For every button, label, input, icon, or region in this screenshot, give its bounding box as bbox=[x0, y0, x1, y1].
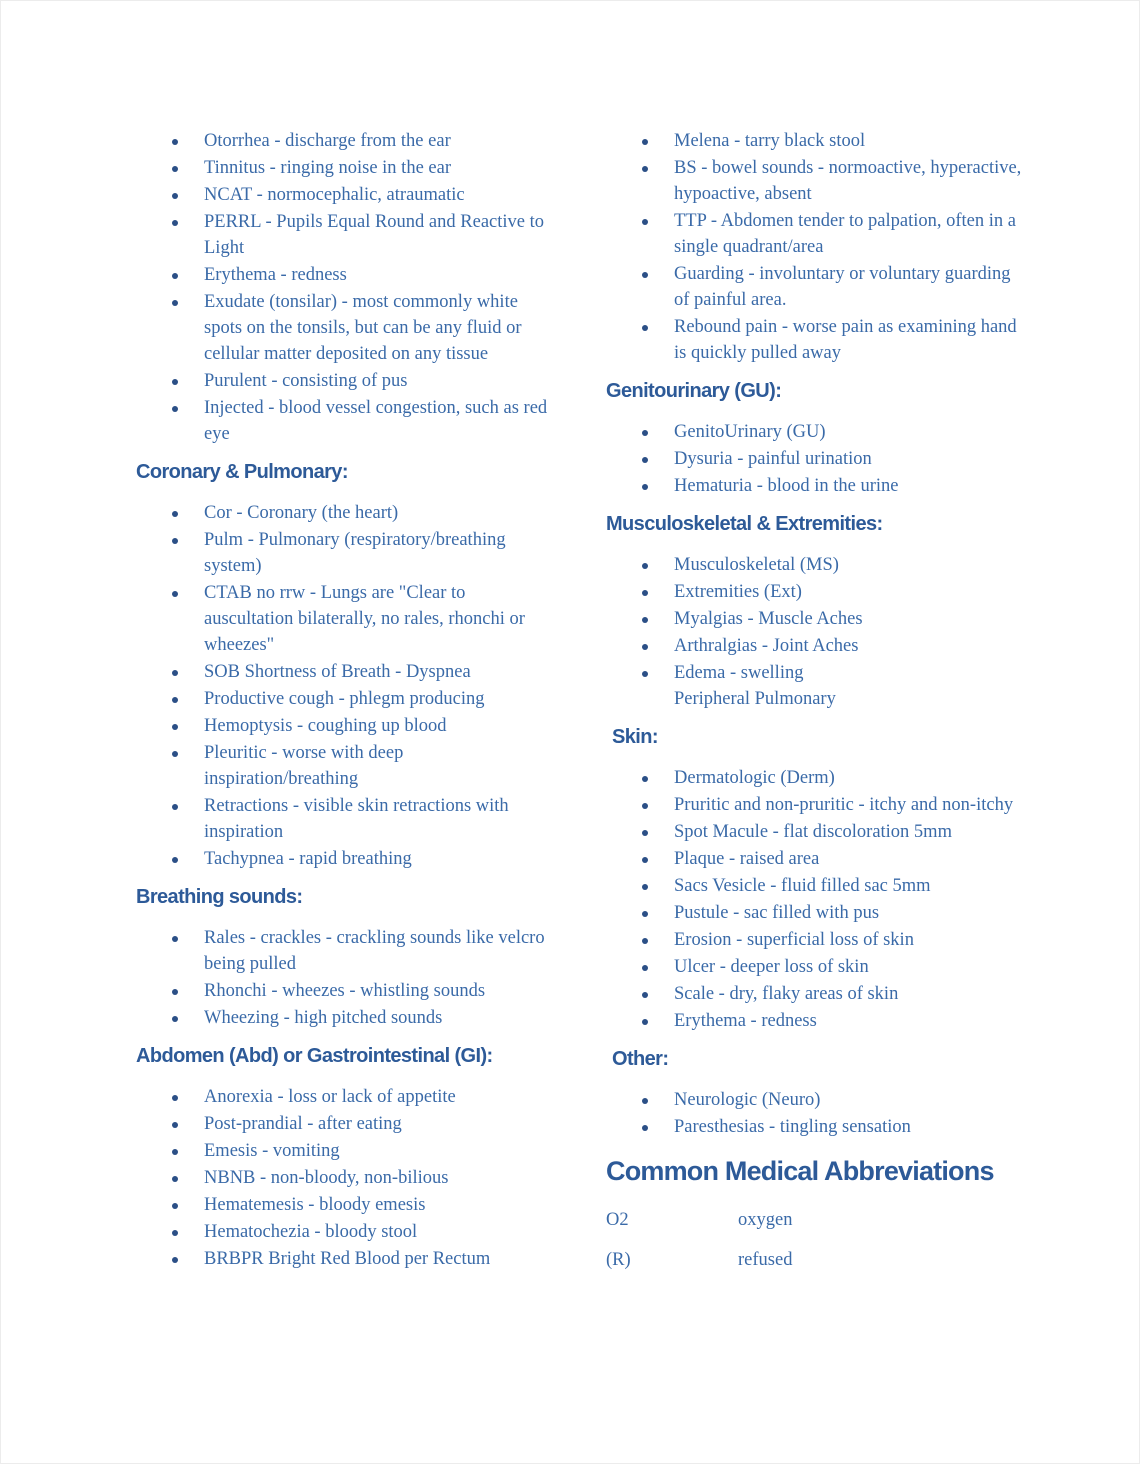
bullet-icon bbox=[172, 139, 178, 145]
list-item-text: Cor - Coronary (the heart) bbox=[204, 503, 399, 523]
list-item bbox=[136, 1246, 556, 1272]
gu-list bbox=[606, 419, 1026, 499]
list-item-text: Injected - blood vessel congestion, such as red eye bbox=[204, 398, 548, 444]
list-item bbox=[136, 580, 556, 658]
list-item bbox=[136, 1005, 556, 1031]
bullet-icon bbox=[642, 1125, 648, 1131]
list-item bbox=[606, 1114, 1026, 1140]
bullet-icon bbox=[642, 563, 648, 569]
msk-follow-text: Peripheral Pulmonary bbox=[674, 689, 836, 709]
skin-list bbox=[606, 765, 1026, 1034]
list-item-text: Hemoptysis - coughing up blood bbox=[204, 716, 447, 736]
list-item-text: Erythema - redness bbox=[204, 265, 347, 285]
list-item bbox=[136, 155, 556, 181]
left-column bbox=[136, 128, 556, 1273]
abbreviation-row bbox=[606, 1207, 1026, 1233]
list-item bbox=[606, 954, 1026, 980]
list-item-text: Dysuria - painful urination bbox=[674, 449, 872, 469]
bullet-icon bbox=[642, 938, 648, 944]
msk-list bbox=[606, 552, 1026, 686]
bullet-icon bbox=[642, 590, 648, 596]
coronary-heading: Coronary & Pulmonary: bbox=[136, 461, 348, 483]
list-item-text: Emesis - vomiting bbox=[204, 1141, 340, 1161]
list-item-text: BRBPR Bright Red Blood per Rectum bbox=[204, 1249, 491, 1269]
gu-heading: Genitourinary (GU): bbox=[606, 380, 782, 402]
list-item bbox=[136, 1138, 556, 1164]
list-item bbox=[136, 128, 556, 154]
list-item bbox=[606, 155, 1026, 207]
list-item bbox=[606, 792, 1026, 818]
list-item bbox=[136, 182, 556, 208]
list-item-text: Pustule - sac filled with pus bbox=[674, 903, 880, 923]
abbreviation-meaning: oxygen bbox=[738, 1210, 793, 1230]
list-item bbox=[606, 579, 1026, 605]
coronary-list bbox=[136, 500, 556, 872]
bullet-icon bbox=[172, 724, 178, 730]
list-item-text: Erythema - redness bbox=[674, 1011, 817, 1031]
list-item bbox=[606, 473, 1026, 499]
list-item bbox=[136, 527, 556, 579]
list-item bbox=[136, 1219, 556, 1245]
list-item bbox=[136, 368, 556, 394]
bullet-icon bbox=[642, 139, 648, 145]
list-item-text: Neurologic (Neuro) bbox=[674, 1090, 821, 1110]
bullet-icon bbox=[172, 220, 178, 226]
list-item bbox=[606, 927, 1026, 953]
bullet-icon bbox=[642, 965, 648, 971]
bullet-icon bbox=[642, 272, 648, 278]
list-item bbox=[136, 713, 556, 739]
list-item-text: Wheezing - high pitched sounds bbox=[204, 1008, 443, 1028]
list-item-text: Exudate (tonsilar) - most commonly white spots on the tonsils, but can be any fluid or cellular matter deposited on any tissue bbox=[204, 292, 522, 364]
list-item bbox=[606, 660, 1026, 686]
list-item bbox=[136, 686, 556, 712]
list-item-text: Rhonchi - wheezes - whistling sounds bbox=[204, 981, 486, 1001]
list-item-text: Pulm - Pulmonary (respiratory/breathing system) bbox=[204, 530, 506, 576]
list-item bbox=[606, 1008, 1026, 1034]
list-item-text: Post-prandial - after eating bbox=[204, 1114, 402, 1134]
bullet-icon bbox=[172, 166, 178, 172]
list-item-text: Pleuritic - worse with deep inspiration/breathing bbox=[204, 743, 404, 789]
list-item-text: Purulent - consisting of pus bbox=[204, 371, 408, 391]
list-item bbox=[606, 446, 1026, 472]
bullet-icon bbox=[172, 936, 178, 942]
bullet-icon bbox=[172, 193, 178, 199]
bullet-icon bbox=[172, 1095, 178, 1101]
bullet-icon bbox=[172, 538, 178, 544]
bullet-icon bbox=[172, 511, 178, 517]
list-item-text: TTP - Abdomen tender to palpation, often in a single quadrant/area bbox=[674, 211, 1016, 257]
list-item bbox=[136, 1111, 556, 1137]
bullet-icon bbox=[642, 857, 648, 863]
bullet-icon bbox=[172, 273, 178, 279]
other-heading: Other: bbox=[612, 1048, 669, 1070]
list-item-text: PERRL - Pupils Equal Round and Reactive to Light bbox=[204, 212, 544, 258]
list-item bbox=[606, 208, 1026, 260]
bullet-icon bbox=[642, 1019, 648, 1025]
bullet-icon bbox=[172, 804, 178, 810]
list-item bbox=[136, 659, 556, 685]
list-item bbox=[136, 500, 556, 526]
list-item-text: Spot Macule - flat discoloration 5mm bbox=[674, 822, 952, 842]
list-item bbox=[606, 873, 1026, 899]
list-item bbox=[136, 925, 556, 977]
skin-heading: Skin: bbox=[612, 726, 658, 748]
abbreviation-meaning: refused bbox=[738, 1250, 793, 1270]
list-item bbox=[606, 419, 1026, 445]
list-item-text: Tinnitus - ringing noise in the ear bbox=[204, 158, 451, 178]
list-item-text: Extremities (Ext) bbox=[674, 582, 802, 602]
list-item bbox=[136, 740, 556, 792]
bullet-icon bbox=[642, 803, 648, 809]
bullet-icon bbox=[172, 857, 178, 863]
list-item-text: Musculoskeletal (MS) bbox=[674, 555, 839, 575]
list-item-text: Rales - crackles - crackling sounds like velcro being pulled bbox=[204, 928, 545, 974]
bullet-icon bbox=[172, 300, 178, 306]
bullet-icon bbox=[172, 1176, 178, 1182]
bullet-icon bbox=[642, 911, 648, 917]
list-item bbox=[136, 1165, 556, 1191]
list-item bbox=[606, 846, 1026, 872]
bullet-icon bbox=[642, 992, 648, 998]
bullet-icon bbox=[642, 671, 648, 677]
list-item bbox=[136, 209, 556, 261]
list-item bbox=[136, 978, 556, 1004]
list-item bbox=[606, 981, 1026, 1007]
list-item-text: Hematuria - blood in the urine bbox=[674, 476, 899, 496]
list-item-text: Melena - tarry black stool bbox=[674, 131, 866, 151]
bullet-icon bbox=[642, 644, 648, 650]
bullet-icon bbox=[172, 1203, 178, 1209]
abbreviations-title: Common Medical Abbreviations bbox=[606, 1156, 994, 1186]
bullet-icon bbox=[172, 751, 178, 757]
list-item-text: Hematochezia - bloody stool bbox=[204, 1222, 418, 1242]
bullet-icon bbox=[172, 670, 178, 676]
list-item-text: Rebound pain - worse pain as examining hand is quickly pulled away bbox=[674, 317, 1017, 363]
bullet-icon bbox=[642, 457, 648, 463]
bullet-icon bbox=[172, 591, 178, 597]
bullet-icon bbox=[172, 1122, 178, 1128]
bullet-icon bbox=[172, 1149, 178, 1155]
list-item-text: Pruritic and non-pruritic - itchy and non-itchy bbox=[674, 795, 1014, 815]
bullet-icon bbox=[642, 830, 648, 836]
msk-heading: Musculoskeletal & Extremities: bbox=[606, 513, 883, 535]
abbreviations-table bbox=[606, 1207, 1026, 1273]
list-item-text: Guarding - involuntary or voluntary guarding of painful area. bbox=[674, 264, 1011, 310]
abbreviation-code: (R) bbox=[606, 1250, 631, 1270]
list-item bbox=[136, 395, 556, 447]
bullet-icon bbox=[172, 1257, 178, 1263]
list-item-text: Plaque - raised area bbox=[674, 849, 820, 869]
bullet-icon bbox=[172, 379, 178, 385]
right-column bbox=[606, 128, 1026, 1287]
bullet-icon bbox=[642, 884, 648, 890]
list-item-text: Myalgias - Muscle Aches bbox=[674, 609, 863, 629]
abdomen-heading: Abdomen (Abd) or Gastrointestinal (GI): bbox=[136, 1045, 493, 1067]
bullet-icon bbox=[172, 406, 178, 412]
list-item bbox=[136, 846, 556, 872]
list-item-text: Retractions - visible skin retractions with inspiration bbox=[204, 796, 509, 842]
bullet-icon bbox=[642, 166, 648, 172]
list-item bbox=[606, 819, 1026, 845]
bullet-icon bbox=[642, 325, 648, 331]
list-item-text: Sacs Vesicle - fluid filled sac 5mm bbox=[674, 876, 931, 896]
bullet-icon bbox=[642, 617, 648, 623]
list-item bbox=[606, 633, 1026, 659]
list-item bbox=[136, 262, 556, 288]
bullet-icon bbox=[642, 430, 648, 436]
bullet-icon bbox=[642, 484, 648, 490]
list-item-text: Hematemesis - bloody emesis bbox=[204, 1195, 426, 1215]
abbreviation-code: O2 bbox=[606, 1210, 629, 1230]
gi-list bbox=[606, 128, 1026, 366]
list-item bbox=[136, 1192, 556, 1218]
abbreviation-row bbox=[606, 1247, 1026, 1273]
list-item-text: Anorexia - loss or lack of appetite bbox=[204, 1087, 456, 1107]
list-item-text: NBNB - non-bloody, non-bilious bbox=[204, 1168, 449, 1188]
list-item bbox=[606, 552, 1026, 578]
list-item-text: Tachypnea - rapid breathing bbox=[204, 849, 412, 869]
abdomen-list bbox=[136, 1084, 556, 1272]
list-item bbox=[606, 128, 1026, 154]
list-item bbox=[606, 314, 1026, 366]
bullet-icon bbox=[172, 1230, 178, 1236]
ent-list bbox=[136, 128, 556, 447]
bullet-icon bbox=[172, 1016, 178, 1022]
list-item bbox=[606, 900, 1026, 926]
list-item bbox=[606, 1087, 1026, 1113]
list-item-text: BS - bowel sounds - normoactive, hyperactive, hypoactive, absent bbox=[674, 158, 1022, 204]
breathing-list bbox=[136, 925, 556, 1031]
list-item-text: Ulcer - deeper loss of skin bbox=[674, 957, 869, 977]
list-item bbox=[136, 793, 556, 845]
list-item-text: NCAT - normocephalic, atraumatic bbox=[204, 185, 465, 205]
list-item bbox=[606, 606, 1026, 632]
breathing-heading: Breathing sounds: bbox=[136, 886, 303, 908]
list-item-text: Scale - dry, flaky areas of skin bbox=[674, 984, 899, 1004]
bullet-icon bbox=[642, 219, 648, 225]
list-item-text: Erosion - superficial loss of skin bbox=[674, 930, 914, 950]
list-item-text: Productive cough - phlegm producing bbox=[204, 689, 485, 709]
list-item-text: GenitoUrinary (GU) bbox=[674, 422, 826, 442]
other-list bbox=[606, 1087, 1026, 1140]
bullet-icon bbox=[172, 697, 178, 703]
bullet-icon bbox=[642, 776, 648, 782]
list-item-text: CTAB no rrw - Lungs are "Clear to auscultation bilaterally, no rales, rhonchi or wheezes" bbox=[204, 583, 525, 655]
bullet-icon bbox=[172, 989, 178, 995]
list-item bbox=[136, 1084, 556, 1110]
list-item-text: SOB Shortness of Breath - Dyspnea bbox=[204, 662, 471, 682]
list-item-text: Arthralgias - Joint Aches bbox=[674, 636, 859, 656]
list-item bbox=[136, 289, 556, 367]
list-item bbox=[606, 261, 1026, 313]
list-item-text: Dermatologic (Derm) bbox=[674, 768, 835, 788]
list-item-text: Otorrhea - discharge from the ear bbox=[204, 131, 451, 151]
bullet-icon bbox=[642, 1098, 648, 1104]
list-item-text: Paresthesias - tingling sensation bbox=[674, 1117, 911, 1137]
list-item bbox=[606, 765, 1026, 791]
list-item-text: Edema - swelling bbox=[674, 663, 804, 683]
